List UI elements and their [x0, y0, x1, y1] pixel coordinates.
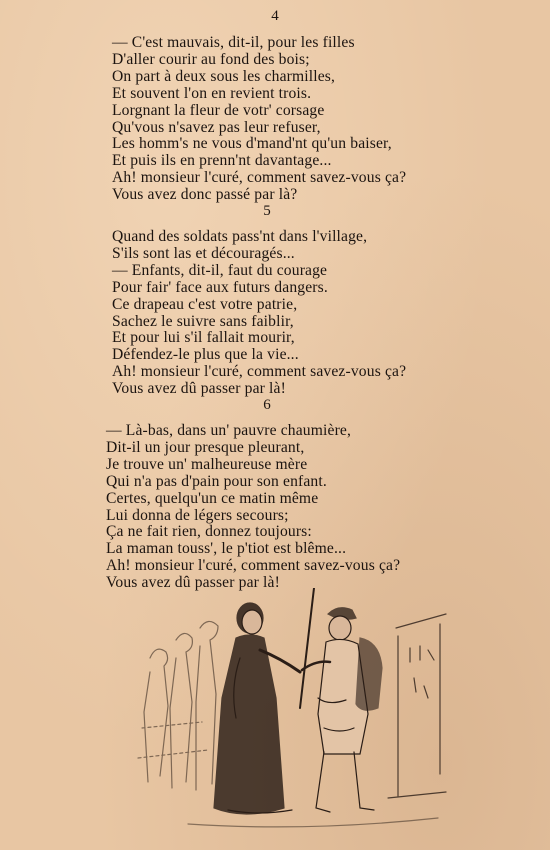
- verse-line: S'ils sont las et découragés...: [112, 244, 295, 262]
- refrain-line: Ah! monsieur l'curé, comment savez-vous ça?: [112, 169, 407, 187]
- page-number: 4: [271, 8, 279, 24]
- verse-line: Sachez le suivre sans faiblir,: [112, 312, 294, 330]
- soldier-figure: [300, 588, 382, 812]
- marching-soldiers: [138, 621, 218, 790]
- verse-line: Lui donna de légers secours;: [106, 506, 289, 524]
- verse-line: — Là-bas, dans un' pauvre chaumière,: [106, 422, 352, 439]
- verse-line: Qui n'a pas d'pain pour son enfant.: [106, 472, 327, 490]
- verse-line: — C'est mauvais, dit-il, pour les filles: [112, 34, 355, 51]
- verse-line: — Enfants, dit-il, faut du courage: [112, 261, 328, 279]
- verse-line: Dit-il un jour presque pleurant,: [106, 438, 305, 456]
- verse-line: Et souvent l'on en revient trois.: [112, 84, 312, 102]
- ground-line: [188, 818, 438, 827]
- stanza-6: [106, 423, 400, 592]
- verse-line: Et pour lui s'il fallait mourir,: [112, 329, 295, 347]
- verse-line: Pour fair' face aux futurs dangers.: [112, 278, 328, 296]
- refrain-line: Vous avez dû passer par là!: [106, 574, 280, 592]
- verse-line: Et puis ils en prenn'nt davantage...: [112, 152, 332, 170]
- verse-line: On part à deux sous les charmilles,: [112, 67, 336, 85]
- verse-line: Certes, quelqu'un ce matin même: [106, 489, 319, 507]
- refrain-line: Vous avez dû passer par là!: [112, 380, 286, 398]
- verse-line: Qu'vous n'savez pas leur refuser,: [112, 118, 321, 136]
- verse-line: D'aller courir au fond des bois;: [112, 50, 310, 68]
- verse-line: Quand des soldats pass'nt dans l'village,: [112, 228, 368, 245]
- refrain-line: Ah! monsieur l'curé, comment savez-vous ça?: [112, 363, 407, 381]
- stanza-number: 5: [263, 203, 271, 219]
- verse-line: Ça ne fait rien, donnez toujours:: [106, 523, 312, 541]
- stanza-5: [112, 229, 406, 398]
- building-sketch: [388, 614, 446, 798]
- verse-line: Lorgnant la fleur de votr' corsage: [112, 101, 325, 119]
- priest-and-soldier-illustration: [128, 588, 448, 833]
- stanza-number: 6: [263, 397, 271, 413]
- refrain-line: Vous avez donc passé par là?: [112, 186, 298, 204]
- priest-figure: [214, 603, 300, 814]
- verse-line: Je trouve un' malheureuse mère: [106, 455, 308, 473]
- verse-line: La maman touss', le p'tiot est blême...: [106, 540, 347, 558]
- refrain-line: Ah! monsieur l'curé, comment savez-vous ça?: [106, 557, 401, 575]
- verse-line: Ce drapeau c'est votre patrie,: [112, 295, 298, 313]
- verse-line: Les homm's ne vous d'mand'nt qu'un baiser,: [112, 135, 392, 153]
- stanza-4: [112, 35, 406, 204]
- verse-line: Défendez-le plus que la vie...: [112, 346, 299, 364]
